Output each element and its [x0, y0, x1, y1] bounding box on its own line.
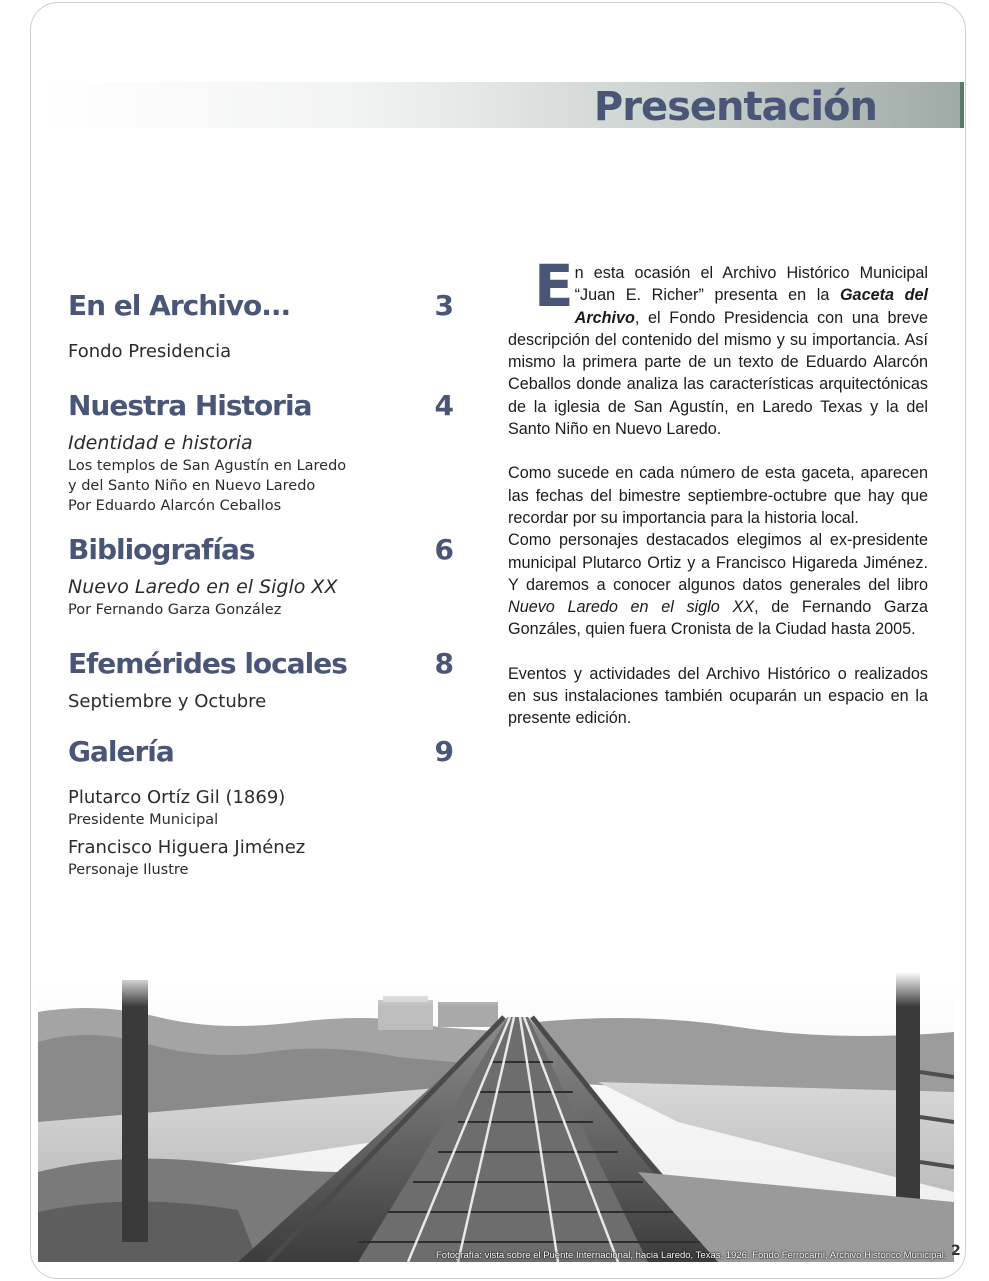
toc-line: Nuevo Laredo en el Siglo XX [68, 576, 338, 598]
toc-page-number: 3 [434, 289, 454, 322]
toc-heading: Bibliografías [68, 533, 255, 566]
toc-line: Por Eduardo Alarcón Ceballos [68, 498, 282, 514]
toc-section-archivo[interactable] [68, 288, 454, 364]
intro-paragraph: Como sucede en cada número de esta gaceta, aparecen las fechas del bimestre septiembre-octubre que hay que recordar por su importancia para la historia local. [508, 464, 928, 527]
toc-line: y del Santo Niño en Nuevo Laredo [68, 478, 316, 494]
intro-paragraph [508, 529, 928, 640]
page-number: 2 [951, 1243, 961, 1259]
toc-heading: En el Archivo... [68, 289, 291, 322]
intro-paragraph: Eventos y actividades del Archivo Histórico o realizados en sus instalaciones también ocuparán un espacio en la presente edición. [508, 664, 928, 728]
toc-line: Por Fernando Garza González [68, 602, 282, 618]
intro-text-run: , de Fernando Garza Gonzáles, quien fuera Cronista de la Ciudad hasta 2005. [508, 598, 928, 639]
book-title: Nuevo Laredo en el siglo XX [508, 598, 755, 617]
toc-line: Septiembre y Octubre [68, 691, 267, 712]
drop-cap: E [534, 252, 574, 320]
toc-line: Fondo Presidencia [68, 341, 232, 362]
toc-section-bibliografias[interactable] [68, 532, 454, 620]
toc-page-number: 4 [434, 389, 454, 422]
toc-page-number: 8 [434, 647, 454, 680]
toc-heading: Galería [68, 735, 174, 768]
bridge-photograph [38, 972, 954, 1262]
railway-bridge-image [38, 972, 954, 1262]
toc-section-galeria[interactable] [68, 734, 454, 880]
publication-name: Gaceta del Archivo [574, 286, 928, 327]
toc-heading: Efemérides locales [68, 647, 347, 680]
page-title: Presentación [593, 84, 877, 130]
toc-page-number: 6 [434, 533, 454, 566]
toc-line: Los templos de San Agustín en Laredo [68, 458, 347, 474]
toc-line: Francisco Higuera Jiménez [68, 837, 306, 858]
photo-caption: Fotografía: vista sobre el Puente Internacional, hacia Laredo, Texas, 1926. Fondo Ferrocarril, Archivo Histórico Municipal. [436, 1250, 947, 1261]
intro-paragraph [508, 252, 928, 440]
title-band-accent [960, 82, 964, 128]
toc-heading: Nuestra Historia [68, 389, 312, 422]
toc-line: Presidente Municipal [68, 812, 219, 828]
toc-page-number: 9 [434, 735, 454, 768]
intro-text-run: n esta ocasión el Archivo Histórico Municipal “Juan E. Richer” presenta en la [574, 264, 928, 305]
toc-line: Identidad e historia [68, 432, 253, 454]
toc-section-historia[interactable] [68, 388, 454, 516]
toc-line: Personaje Ilustre [68, 862, 189, 878]
toc-section-efemerides[interactable] [68, 646, 454, 714]
intro-text-run: , el Fondo Presidencia con una breve descripción del contenido del mismo y su importancia. Así mismo la primera parte de un texto de Eduardo Alarcón Ceballos donde analiza las características arquitectónicas de la iglesia de San Agustín, en Laredo Texas y la del Santo Niño en Nuevo Laredo. [508, 308, 928, 439]
intro-text [508, 252, 928, 730]
toc-line: Plutarco Ortíz Gil (1869) [68, 787, 286, 808]
intro-text-run: Como personajes destacados elegimos al ex-presidente municipal Plutarco Ortiz y a Francisco Higareda Jiménez. Y daremos a conocer algunos datos generales del libro [508, 531, 928, 594]
